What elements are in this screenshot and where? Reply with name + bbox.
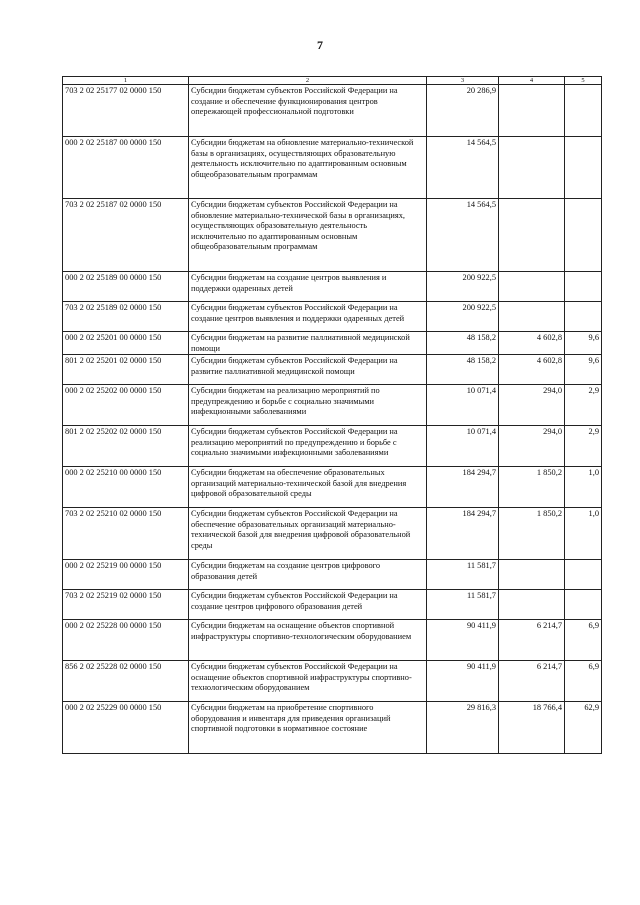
column-number: 2	[189, 77, 427, 85]
plan-amount-cell: 20 286,9	[427, 85, 499, 137]
income-name-cell: Субсидии бюджетам субъектов Российской Федерации на реализацию мероприятий по предупреждению и борьбе с социально значимыми инфекционными заболеваниями	[189, 426, 427, 467]
percent-cell: 6,9	[565, 620, 602, 661]
income-name-cell: Субсидии бюджетам субъектов Российской Федерации на создание центров выявления и поддержки одаренных детей	[189, 302, 427, 332]
actual-amount-cell	[499, 590, 565, 620]
percent-cell: 9,6	[565, 355, 602, 385]
table-row	[63, 385, 602, 426]
column-number: 4	[499, 77, 565, 85]
percent-cell: 2,9	[565, 426, 602, 467]
income-name-cell: Субсидии бюджетам субъектов Российской Федерации на создание центров цифрового образования детей	[189, 590, 427, 620]
percent-cell: 9,6	[565, 332, 602, 355]
budget-code-cell: 000 2 02 25187 00 0000 150	[63, 137, 189, 199]
plan-amount-cell: 10 071,4	[427, 426, 499, 467]
column-number: 5	[565, 77, 602, 85]
actual-amount-cell	[499, 272, 565, 302]
percent-cell	[565, 560, 602, 590]
table-row	[63, 661, 602, 702]
actual-amount-cell: 294,0	[499, 426, 565, 467]
income-name-cell: Субсидии бюджетам субъектов Российской Федерации на обеспечение образовательных организаций материально-технической базой для внедрения цифровой образовательной среды	[189, 508, 427, 560]
plan-amount-cell: 184 294,7	[427, 467, 499, 508]
table-row	[63, 620, 602, 661]
income-name-cell: Субсидии бюджетам на создание центров выявления и поддержки одаренных детей	[189, 272, 427, 302]
income-name-cell: Субсидии бюджетам субъектов Российской Федерации на оснащение объектов спортивной инфраструктуры спортивно-технологическим оборудованием	[189, 661, 427, 702]
column-number: 1	[63, 77, 189, 85]
column-numbers-row	[63, 77, 602, 85]
income-name-cell: Субсидии бюджетам на развитие паллиативной медицинской помощи	[189, 332, 427, 355]
budget-code-cell: 000 2 02 25228 00 0000 150	[63, 620, 189, 661]
plan-amount-cell: 200 922,5	[427, 272, 499, 302]
percent-cell	[565, 302, 602, 332]
actual-amount-cell: 6 214,7	[499, 661, 565, 702]
table-row	[63, 302, 602, 332]
budget-code-cell: 703 2 02 25177 02 0000 150	[63, 85, 189, 137]
plan-amount-cell: 200 922,5	[427, 302, 499, 332]
plan-amount-cell: 184 294,7	[427, 508, 499, 560]
budget-code-cell: 703 2 02 25187 02 0000 150	[63, 199, 189, 272]
table-row	[63, 332, 602, 355]
percent-cell: 1,0	[565, 508, 602, 560]
actual-amount-cell	[499, 85, 565, 137]
page-number: 7	[317, 38, 323, 52]
plan-amount-cell: 10 071,4	[427, 385, 499, 426]
actual-amount-cell	[499, 137, 565, 199]
budget-code-cell: 801 2 02 25201 02 0000 150	[63, 355, 189, 385]
percent-cell	[565, 137, 602, 199]
actual-amount-cell	[499, 560, 565, 590]
percent-cell: 1,0	[565, 467, 602, 508]
budget-code-cell: 000 2 02 25210 00 0000 150	[63, 467, 189, 508]
income-name-cell: Субсидии бюджетам субъектов Российской Федерации на развитие паллиативной медицинской помощи	[189, 355, 427, 385]
actual-amount-cell: 4 602,8	[499, 332, 565, 355]
actual-amount-cell: 18 766,4	[499, 702, 565, 754]
plan-amount-cell: 14 564,5	[427, 199, 499, 272]
table-row	[63, 272, 602, 302]
budget-code-cell: 703 2 02 25189 02 0000 150	[63, 302, 189, 332]
table-row	[63, 560, 602, 590]
actual-amount-cell	[499, 302, 565, 332]
percent-cell: 2,9	[565, 385, 602, 426]
budget-code-cell: 000 2 02 25189 00 0000 150	[63, 272, 189, 302]
actual-amount-cell: 4 602,8	[499, 355, 565, 385]
table-row	[63, 590, 602, 620]
budget-code-cell: 000 2 02 25229 00 0000 150	[63, 702, 189, 754]
income-name-cell: Субсидии бюджетам на приобретение спортивного оборудования и инвентаря для приведения организаций спортивной подготовки в нормативное состояние	[189, 702, 427, 754]
income-name-cell: Субсидии бюджетам на реализацию мероприятий по предупреждению и борьбе с социально значимыми инфекционными заболеваниями	[189, 385, 427, 426]
table-row	[63, 702, 602, 754]
budget-code-cell: 856 2 02 25228 02 0000 150	[63, 661, 189, 702]
budget-code-cell: 703 2 02 25219 02 0000 150	[63, 590, 189, 620]
actual-amount-cell: 1 850,2	[499, 467, 565, 508]
budget-code-cell: 000 2 02 25202 00 0000 150	[63, 385, 189, 426]
percent-cell: 6,9	[565, 661, 602, 702]
plan-amount-cell: 48 158,2	[427, 355, 499, 385]
plan-amount-cell: 48 158,2	[427, 332, 499, 355]
percent-cell	[565, 199, 602, 272]
table-row	[63, 426, 602, 467]
income-name-cell: Субсидии бюджетам на обеспечение образовательных организаций материально-технической базой для внедрения цифровой образовательной среды	[189, 467, 427, 508]
actual-amount-cell: 6 214,7	[499, 620, 565, 661]
income-name-cell: Субсидии бюджетам на создание центров цифрового образования детей	[189, 560, 427, 590]
plan-amount-cell: 29 816,3	[427, 702, 499, 754]
table-row	[63, 85, 602, 137]
actual-amount-cell	[499, 199, 565, 272]
table-row	[63, 355, 602, 385]
percent-cell	[565, 85, 602, 137]
budget-code-cell: 000 2 02 25201 00 0000 150	[63, 332, 189, 355]
table-row	[63, 137, 602, 199]
table-row	[63, 199, 602, 272]
budget-table	[62, 76, 602, 754]
percent-cell	[565, 272, 602, 302]
plan-amount-cell: 11 581,7	[427, 590, 499, 620]
percent-cell	[565, 590, 602, 620]
actual-amount-cell: 1 850,2	[499, 508, 565, 560]
plan-amount-cell: 14 564,5	[427, 137, 499, 199]
table-row	[63, 467, 602, 508]
table-row	[63, 508, 602, 560]
income-name-cell: Субсидии бюджетам на обновление материально-технической базы в организациях, осуществляющих образовательную деятельность исключительно по адаптированным основным общеобразовательным программам	[189, 137, 427, 199]
percent-cell: 62,9	[565, 702, 602, 754]
income-name-cell: Субсидии бюджетам на оснащение объектов спортивной инфраструктуры спортивно-технологическим оборудованием	[189, 620, 427, 661]
budget-code-cell: 801 2 02 25202 02 0000 150	[63, 426, 189, 467]
actual-amount-cell: 294,0	[499, 385, 565, 426]
budget-code-cell: 000 2 02 25219 00 0000 150	[63, 560, 189, 590]
plan-amount-cell: 11 581,7	[427, 560, 499, 590]
plan-amount-cell: 90 411,9	[427, 620, 499, 661]
column-number: 3	[427, 77, 499, 85]
plan-amount-cell: 90 411,9	[427, 661, 499, 702]
budget-code-cell: 703 2 02 25210 02 0000 150	[63, 508, 189, 560]
income-name-cell: Субсидии бюджетам субъектов Российской Федерации на создание и обеспечение функционирования центров опережающей профессиональной подготовки	[189, 85, 427, 137]
income-name-cell: Субсидии бюджетам субъектов Российской Федерации на обновление материально-технической базы в организациях, осуществляющих образовательную деятельность исключительно по адаптированным основным общеобразовательным программам	[189, 199, 427, 272]
